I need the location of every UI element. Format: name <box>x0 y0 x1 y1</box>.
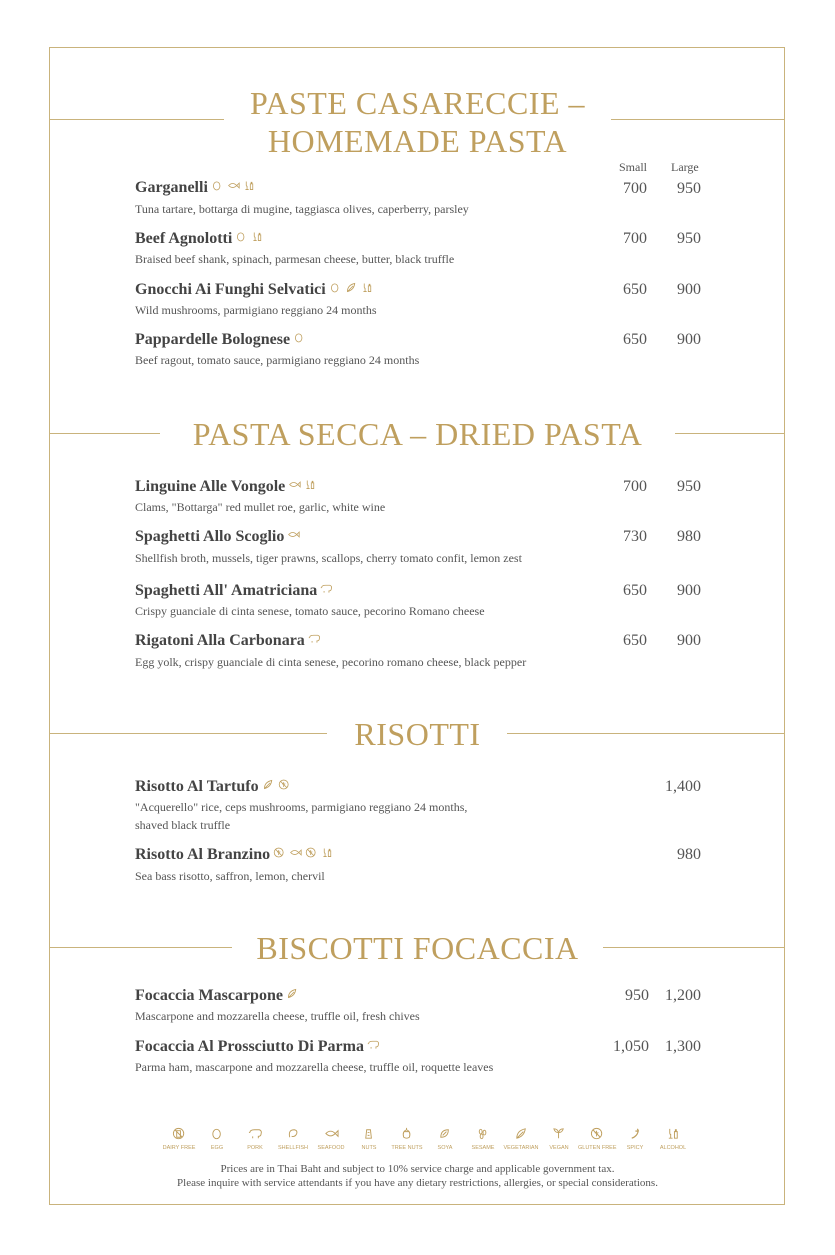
legend-item <box>426 1126 464 1151</box>
egg-icon <box>198 1126 236 1141</box>
price-large: 980 <box>677 846 701 863</box>
seafood-icon <box>312 1126 350 1141</box>
menu-frame <box>49 47 785 1205</box>
legend-item <box>502 1126 540 1151</box>
pork-icon <box>236 1126 274 1141</box>
footer-note-dietary: Please inquire with service attendants if you have any dietary restrictions, allergies, or special considerations. <box>177 1177 658 1189</box>
legend-label: SHELLFISH <box>278 1145 308 1151</box>
menu-item <box>135 331 306 349</box>
vegetarian-icon <box>262 778 275 796</box>
item-description: Clams, "Bottarga" red mullet roe, garlic, white wine <box>135 500 386 514</box>
section-title-line: BISCOTTI FOCACCIA <box>256 930 579 966</box>
alcohol-icon <box>361 281 374 299</box>
vegetarian-icon <box>502 1126 540 1141</box>
legend-item <box>616 1126 654 1151</box>
section-title <box>0 929 835 967</box>
pork-icon <box>367 1038 380 1056</box>
section-title-line: PASTA SECCA – DRIED PASTA <box>192 416 643 452</box>
menu-item <box>135 1038 380 1056</box>
item-description: Wild mushrooms, parmigiano reggiano 24 months <box>135 303 377 317</box>
legend-label: ALCOHOL <box>659 1145 687 1151</box>
item-description: Tuna tartare, bottarga di mugine, taggiasca olives, caperberry, parsley <box>135 202 469 216</box>
section-title-line: PASTE CASARECCIE – <box>250 85 585 121</box>
seafood-icon <box>288 478 301 496</box>
price-small: 650 <box>623 281 647 298</box>
legend-item <box>350 1126 388 1151</box>
price-large: 900 <box>677 632 701 649</box>
egg-icon <box>235 230 248 248</box>
alcohol-icon <box>304 478 317 496</box>
price-large: 950 <box>677 230 701 247</box>
price-large: 900 <box>677 582 701 599</box>
price-small: 650 <box>623 582 647 599</box>
price-small: 650 <box>623 632 647 649</box>
item-name: Focaccia Mascarpone <box>135 987 283 1005</box>
nuts-icon <box>350 1126 388 1141</box>
price-large: 1,300 <box>665 1038 701 1055</box>
gluten-free-icon <box>578 1126 616 1141</box>
pork-icon <box>320 582 333 600</box>
menu-item <box>135 846 334 864</box>
column-large: Large <box>671 160 699 174</box>
legend-label: VEGETARIAN <box>503 1145 539 1151</box>
price-large: 900 <box>677 331 701 348</box>
item-description: Mascarpone and mozzarella cheese, truffle oil, fresh chives <box>135 1009 420 1023</box>
legend-label: EGG <box>210 1145 224 1151</box>
alcohol-icon <box>251 230 264 248</box>
item-description: Shellfish broth, mussels, tiger prawns, scallops, cherry tomato confit, lemon zest <box>135 551 522 565</box>
tree-nuts-icon <box>388 1126 426 1141</box>
item-name: Risotto Al Tartufo <box>135 778 259 796</box>
legend-item <box>236 1126 274 1151</box>
seafood-icon <box>227 179 240 197</box>
section-title <box>0 715 835 753</box>
section-title-line: RISOTTI <box>354 716 481 752</box>
menu-item <box>135 778 291 796</box>
legend-item <box>578 1126 616 1151</box>
price-small: 700 <box>623 230 647 247</box>
legend-label: SEAFOOD <box>317 1145 345 1151</box>
price-small: 950 <box>625 987 649 1004</box>
item-description: Sea bass risotto, saffron, lemon, chervil <box>135 869 325 883</box>
alcohol-icon <box>321 846 334 864</box>
item-description: Beef ragout, tomato sauce, parmigiano reggiano 24 months <box>135 353 420 367</box>
price-small: 700 <box>623 478 647 495</box>
legend-item <box>198 1126 236 1151</box>
price-small: 650 <box>623 331 647 348</box>
section-title <box>0 415 835 453</box>
price-large: 1,400 <box>665 778 701 795</box>
price-large: 950 <box>677 478 701 495</box>
menu-item <box>135 582 333 600</box>
item-description: Crispy guanciale di cinta senese, tomato sauce, pecorino Romano cheese <box>135 604 485 618</box>
legend-label: SESAME <box>471 1145 495 1151</box>
menu-item <box>135 179 256 197</box>
item-name: Gnocchi Ai Funghi Selvatici <box>135 281 326 299</box>
legend-item <box>464 1126 502 1151</box>
price-small: 700 <box>623 180 647 197</box>
legend-item <box>160 1126 198 1151</box>
sesame-icon <box>464 1126 502 1141</box>
price-large: 950 <box>677 180 701 197</box>
allergen-legend <box>160 1126 692 1151</box>
spicy-icon <box>616 1126 654 1141</box>
legend-item <box>274 1126 312 1151</box>
item-name: Rigatoni Alla Carbonara <box>135 632 305 650</box>
menu-item <box>135 281 374 299</box>
price-large: 980 <box>677 528 701 545</box>
gluten-free-icon <box>305 846 318 864</box>
legend-label: TREE NUTS <box>391 1145 423 1151</box>
item-description: Parma ham, mascarpone and mozzarella cheese, truffle oil, roquette leaves <box>135 1060 494 1074</box>
vegan-icon <box>540 1126 578 1141</box>
menu-item <box>135 230 264 248</box>
footer-note-tax: Prices are in Thai Baht and subject to 10% service charge and applicable government tax. <box>220 1163 615 1175</box>
price-small: 730 <box>623 528 647 545</box>
vegetarian-icon <box>345 281 358 299</box>
pork-icon <box>308 632 321 650</box>
menu-item <box>135 987 299 1005</box>
item-description: Egg yolk, crispy guanciale di cinta senese, pecorino romano cheese, black pepper <box>135 655 527 669</box>
egg-icon <box>293 331 306 349</box>
legend-item <box>312 1126 350 1151</box>
menu-item <box>135 478 317 496</box>
item-name: Linguine Alle Vongole <box>135 478 286 496</box>
legend-item <box>654 1126 692 1151</box>
menu-item <box>135 632 321 650</box>
gluten-free-icon <box>273 846 286 864</box>
legend-item <box>388 1126 426 1151</box>
item-name: Beef Agnolotti <box>135 230 233 248</box>
legend-label: NUTS <box>361 1145 377 1151</box>
legend-label: DAIRY FREE <box>162 1145 196 1151</box>
shellfish-icon <box>274 1126 312 1141</box>
legend-label: SOYA <box>437 1145 453 1151</box>
egg-icon <box>211 179 224 197</box>
item-name: Spaghetti Allo Scoglio <box>135 528 285 546</box>
price-large: 900 <box>677 281 701 298</box>
price-small: 1,050 <box>613 1038 649 1055</box>
section-title-line: HOMEMADE PASTA <box>267 123 568 159</box>
egg-icon <box>329 281 342 299</box>
item-description: "Acquerello" rice, ceps mushrooms, parmigiano reggiano 24 months, <box>135 800 468 814</box>
legend-label: GLUTEN FREE <box>578 1145 617 1151</box>
seafood-icon <box>289 846 302 864</box>
seafood-icon <box>287 528 300 546</box>
dairy-free-icon <box>160 1126 198 1141</box>
item-name: Focaccia Al Prossciutto Di Parma <box>135 1038 364 1056</box>
item-name: Spaghetti All' Amatriciana <box>135 582 318 600</box>
menu-item <box>135 528 300 546</box>
legend-item <box>540 1126 578 1151</box>
item-name: Risotto Al Branzino <box>135 846 271 864</box>
price-large: 1,200 <box>665 987 701 1004</box>
alcohol-icon <box>654 1126 692 1141</box>
vegetarian-icon <box>286 987 299 1005</box>
alcohol-icon <box>243 179 256 197</box>
legend-label: VEGAN <box>549 1145 569 1151</box>
soya-icon <box>426 1126 464 1141</box>
section-title <box>0 84 835 160</box>
legend-label: SPICY <box>626 1145 644 1151</box>
item-description: Braised beef shank, spinach, parmesan cheese, butter, black truffle <box>135 252 455 266</box>
gluten-free-icon <box>278 778 291 796</box>
item-name: Pappardelle Bolognese <box>135 331 291 349</box>
legend-label: PORK <box>247 1145 263 1151</box>
column-small: Small <box>619 160 648 174</box>
item-description: shaved black truffle <box>135 818 231 832</box>
item-name: Garganelli <box>135 179 208 197</box>
